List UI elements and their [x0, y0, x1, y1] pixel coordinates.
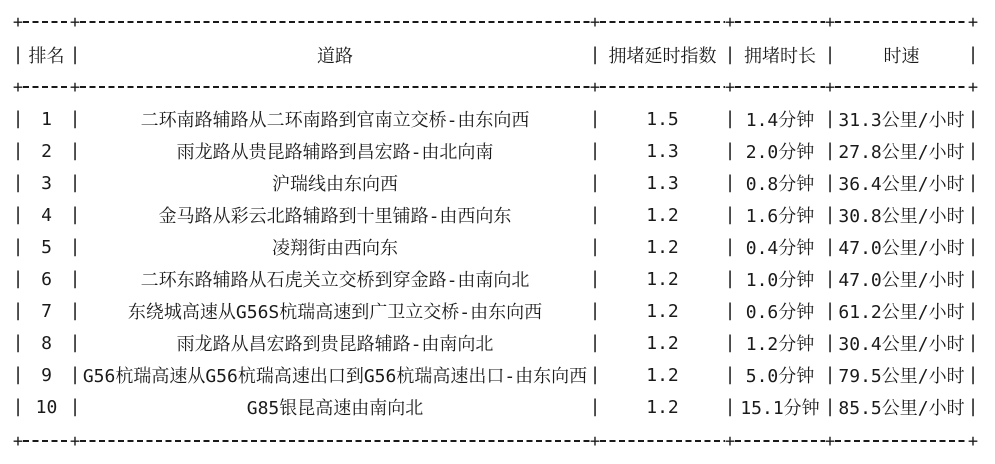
- road-cell: 雨龙路从昌宏路到贵昆路辅路-由南向北: [176, 334, 494, 355]
- border-dash-line: [23, 21, 70, 23]
- road-cell: 凌翔街由西向东: [272, 238, 398, 259]
- rank-cell: 3: [41, 172, 52, 194]
- table-row: [12, 391, 979, 423]
- column-separator: |: [967, 108, 979, 129]
- speed-cell: 85.5公里/小时: [838, 398, 965, 419]
- speed-cell: 36.4公里/小时: [838, 174, 965, 195]
- column-separator: |: [967, 140, 979, 161]
- border-dash-line: [735, 86, 825, 88]
- table-row: [12, 199, 979, 231]
- border-dash-line: [835, 86, 968, 88]
- duration-cell: 0.4分钟: [745, 238, 815, 259]
- column-separator: |: [12, 300, 24, 321]
- rank-cell: 1: [41, 108, 52, 130]
- table-row: [12, 359, 979, 391]
- speed-cell: 30.4公里/小时: [838, 334, 965, 355]
- column-separator: |: [824, 300, 836, 321]
- border-junction: +: [12, 431, 24, 452]
- column-separator: |: [12, 268, 24, 289]
- column-separator: |: [69, 204, 81, 225]
- column-separator: |: [589, 172, 601, 193]
- table-row: [12, 295, 979, 327]
- column-separator: |: [12, 332, 24, 353]
- border-junction: +: [967, 12, 979, 33]
- column-separator: |: [824, 108, 836, 129]
- table-row: [12, 167, 979, 199]
- column-separator: |: [589, 44, 601, 65]
- table-row: [12, 231, 979, 263]
- border-dash-line: [835, 21, 968, 23]
- col-header-road: 道路: [317, 46, 353, 67]
- column-separator: |: [69, 332, 81, 353]
- column-separator: |: [967, 236, 979, 257]
- column-separator: |: [69, 172, 81, 193]
- border-dash-line: [80, 21, 590, 23]
- border-dash-line: [23, 440, 70, 442]
- rank-cell: 8: [41, 332, 52, 354]
- duration-cell: 1.6分钟: [745, 206, 815, 227]
- delay-index-cell: 1.2: [646, 300, 679, 322]
- table-header-row: [12, 40, 979, 70]
- column-separator: |: [967, 364, 979, 385]
- column-separator: |: [69, 268, 81, 289]
- column-separator: |: [824, 236, 836, 257]
- border-junction: +: [967, 431, 979, 452]
- speed-cell: 30.8公里/小时: [838, 206, 965, 227]
- column-separator: |: [724, 300, 736, 321]
- road-cell: 二环东路辅路从石虎关立交桥到穿金路-由南向北: [140, 270, 530, 291]
- column-separator: |: [824, 268, 836, 289]
- column-separator: |: [967, 204, 979, 225]
- column-separator: |: [824, 204, 836, 225]
- road-cell: 沪瑞线由东向西: [272, 174, 398, 195]
- column-separator: |: [69, 108, 81, 129]
- column-separator: |: [724, 364, 736, 385]
- road-cell: 东绕城高速从G56S杭瑞高速到广卫立交桥-由东向西: [127, 302, 543, 323]
- border-dash-line: [735, 21, 825, 23]
- column-separator: |: [12, 140, 24, 161]
- road-cell: 金马路从彩云北路辅路到十里铺路-由西向东: [158, 206, 512, 227]
- column-separator: |: [967, 300, 979, 321]
- column-separator: |: [967, 268, 979, 289]
- speed-cell: 47.0公里/小时: [838, 238, 965, 259]
- border-junction: +: [724, 431, 736, 452]
- col-header-delay-index: 拥堵延时指数: [608, 46, 717, 67]
- column-separator: |: [12, 236, 24, 257]
- duration-cell: 1.2分钟: [745, 334, 815, 355]
- column-separator: |: [824, 140, 836, 161]
- column-separator: |: [12, 108, 24, 129]
- column-separator: |: [589, 396, 601, 417]
- column-separator: |: [69, 44, 81, 65]
- table-row: [12, 135, 979, 167]
- table-row: [12, 103, 979, 135]
- rank-cell: 5: [41, 236, 52, 258]
- border-dash-line: [80, 86, 590, 88]
- speed-cell: 61.2公里/小时: [838, 302, 965, 323]
- border-junction: +: [967, 77, 979, 98]
- column-separator: |: [12, 204, 24, 225]
- border-junction: +: [69, 77, 81, 98]
- column-separator: |: [69, 140, 81, 161]
- column-separator: |: [12, 364, 24, 385]
- delay-index-cell: 1.3: [646, 172, 679, 194]
- border-dash-line: [835, 440, 968, 442]
- column-separator: |: [12, 172, 24, 193]
- border-dash-line: [735, 440, 825, 442]
- rank-cell: 9: [41, 364, 52, 386]
- border-junction: +: [824, 77, 836, 98]
- border-junction: +: [69, 431, 81, 452]
- rank-cell: 2: [41, 140, 52, 162]
- delay-index-cell: 1.2: [646, 332, 679, 354]
- border-junction: +: [724, 12, 736, 33]
- border-junction: +: [589, 77, 601, 98]
- column-separator: |: [724, 204, 736, 225]
- speed-cell: 79.5公里/小时: [838, 366, 965, 387]
- column-separator: |: [967, 172, 979, 193]
- col-header-rank: 排名: [28, 46, 65, 67]
- border-junction: +: [589, 12, 601, 33]
- column-separator: |: [589, 332, 601, 353]
- column-separator: |: [724, 396, 736, 417]
- column-separator: |: [724, 268, 736, 289]
- col-header-speed: 时速: [883, 46, 920, 67]
- speed-cell: 31.3公里/小时: [838, 110, 965, 131]
- border-junction: +: [589, 431, 601, 452]
- column-separator: |: [824, 172, 836, 193]
- column-separator: |: [12, 396, 24, 417]
- road-cell: G56杭瑞高速从G56杭瑞高速出口到G56杭瑞高速出口-由东向西: [82, 366, 588, 387]
- road-cell: 二环南路辅路从二环南路到官南立交桥-由东向西: [140, 110, 530, 131]
- column-separator: |: [824, 332, 836, 353]
- column-separator: |: [69, 396, 81, 417]
- delay-index-cell: 1.2: [646, 396, 679, 418]
- table-row: [12, 263, 979, 295]
- column-separator: |: [589, 108, 601, 129]
- rank-cell: 7: [41, 300, 52, 322]
- column-separator: |: [967, 332, 979, 353]
- delay-index-cell: 1.2: [646, 236, 679, 258]
- duration-cell: 15.1分钟: [740, 398, 820, 419]
- table-row: [12, 327, 979, 359]
- column-separator: |: [69, 300, 81, 321]
- speed-cell: 47.0公里/小时: [838, 270, 965, 291]
- column-separator: |: [12, 44, 24, 65]
- duration-cell: 5.0分钟: [745, 366, 815, 387]
- column-separator: |: [824, 396, 836, 417]
- column-separator: |: [724, 140, 736, 161]
- column-separator: |: [967, 44, 979, 65]
- column-separator: |: [589, 140, 601, 161]
- duration-cell: 0.6分钟: [745, 302, 815, 323]
- column-separator: |: [967, 396, 979, 417]
- column-separator: |: [724, 108, 736, 129]
- column-separator: |: [589, 300, 601, 321]
- column-separator: |: [824, 364, 836, 385]
- border-junction: +: [69, 12, 81, 33]
- border-dash-line: [600, 86, 725, 88]
- border-dash-line: [600, 440, 725, 442]
- rank-cell: 6: [41, 268, 52, 290]
- border-dash-line: [600, 21, 725, 23]
- duration-cell: 2.0分钟: [745, 142, 815, 163]
- border-dash-line: [80, 440, 590, 442]
- traffic-congestion-ranking-table: [12, 0, 979, 464]
- road-cell: G85银昆高速由南向北: [246, 398, 424, 419]
- border-junction: +: [12, 12, 24, 33]
- column-separator: |: [724, 332, 736, 353]
- column-separator: |: [589, 204, 601, 225]
- column-separator: |: [724, 236, 736, 257]
- border-junction: +: [724, 77, 736, 98]
- road-cell: 雨龙路从贵昆路辅路到昌宏路-由北向南: [176, 142, 494, 163]
- duration-cell: 1.4分钟: [745, 110, 815, 131]
- duration-cell: 0.8分钟: [745, 174, 815, 195]
- column-separator: |: [69, 364, 81, 385]
- delay-index-cell: 1.2: [646, 268, 679, 290]
- delay-index-cell: 1.2: [646, 364, 679, 386]
- column-separator: |: [824, 44, 836, 65]
- col-header-duration: 拥堵时长: [744, 46, 816, 67]
- border-junction: +: [824, 431, 836, 452]
- border-junction: +: [824, 12, 836, 33]
- rank-cell: 10: [35, 396, 58, 418]
- column-separator: |: [69, 236, 81, 257]
- delay-index-cell: 1.5: [646, 108, 679, 130]
- speed-cell: 27.8公里/小时: [838, 142, 965, 163]
- column-separator: |: [724, 44, 736, 65]
- column-separator: |: [724, 172, 736, 193]
- column-separator: |: [589, 236, 601, 257]
- delay-index-cell: 1.2: [646, 204, 679, 226]
- column-separator: |: [589, 268, 601, 289]
- rank-cell: 4: [41, 204, 52, 226]
- border-dash-line: [23, 86, 70, 88]
- duration-cell: 1.0分钟: [745, 270, 815, 291]
- column-separator: |: [589, 364, 601, 385]
- border-junction: +: [12, 77, 24, 98]
- delay-index-cell: 1.3: [646, 140, 679, 162]
